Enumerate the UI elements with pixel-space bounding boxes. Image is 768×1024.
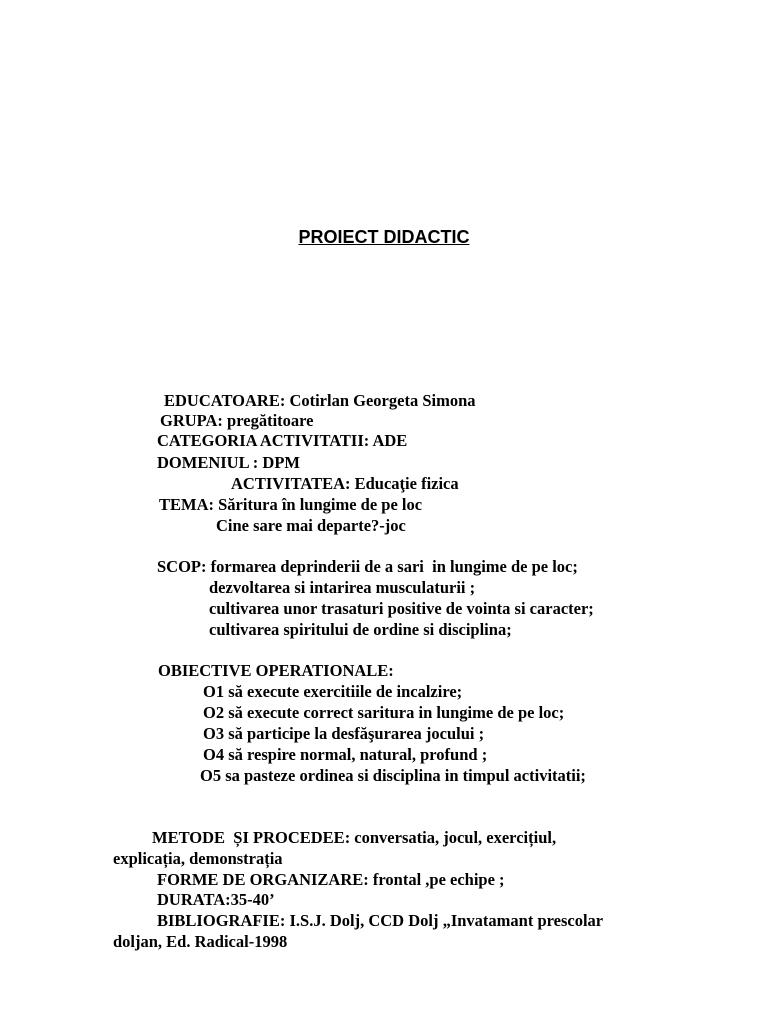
educatoare-line: EDUCATOARE: Cotirlan Georgeta Simona	[164, 391, 476, 410]
obiective-heading: OBIECTIVE OPERATIONALE:	[158, 661, 394, 680]
durata-line: DURATA:35-40’	[157, 890, 275, 909]
tema-line: TEMA: Săritura în lungime de pe loc	[159, 495, 423, 514]
obiectiv-o4: O4 să respire normal, natural, profund ;	[203, 745, 488, 764]
scop-line-4: cultivarea spiritului de ordine si disciplina;	[209, 620, 512, 639]
domeniul-line: DOMENIUL : DPM	[157, 453, 300, 472]
grupa-line: GRUPA: pregătitoare	[160, 411, 314, 430]
metode-line: METODE ȘI PROCEDEE: conversatia, jocul, exercițiul,	[152, 828, 557, 847]
bibliografie-line-2: doljan, Ed. Radical-1998	[113, 932, 288, 951]
categoria-line: CATEGORIA ACTIVITATII: ADE	[157, 431, 408, 450]
document-title: PROIECT DIDACTIC	[298, 227, 470, 247]
bibliografie-line: BIBLIOGRAFIE: I.S.J. Dolj, CCD Dolj „Invatamant prescolar	[157, 911, 604, 930]
scop-line-2: dezvoltarea si intarirea musculaturii ;	[209, 578, 476, 597]
metode-line-2: explicația, demonstrația	[113, 849, 283, 868]
activitatea-line: ACTIVITATEA: Educaţie fizica	[231, 474, 459, 493]
obiectiv-o2: O2 să execute correct saritura in lungime de pe loc;	[203, 703, 565, 722]
tema-subline: Cine sare mai departe?-joc	[216, 516, 406, 535]
obiectiv-o1: O1 să execute exercitiile de incalzire;	[203, 682, 463, 701]
forme-line: FORME DE ORGANIZARE: frontal ,pe echipe ;	[157, 870, 505, 889]
scop-line-3: cultivarea unor trasaturi positive de vointa si caracter;	[209, 599, 594, 618]
obiectiv-o3: O3 să participe la desfăşurarea jocului ;	[203, 724, 485, 743]
obiectiv-o5: O5 sa pasteze ordinea si disciplina in timpul activitatii;	[200, 766, 586, 785]
scop-line: SCOP: formarea deprinderii de a sari in lungime de pe loc;	[157, 557, 578, 576]
